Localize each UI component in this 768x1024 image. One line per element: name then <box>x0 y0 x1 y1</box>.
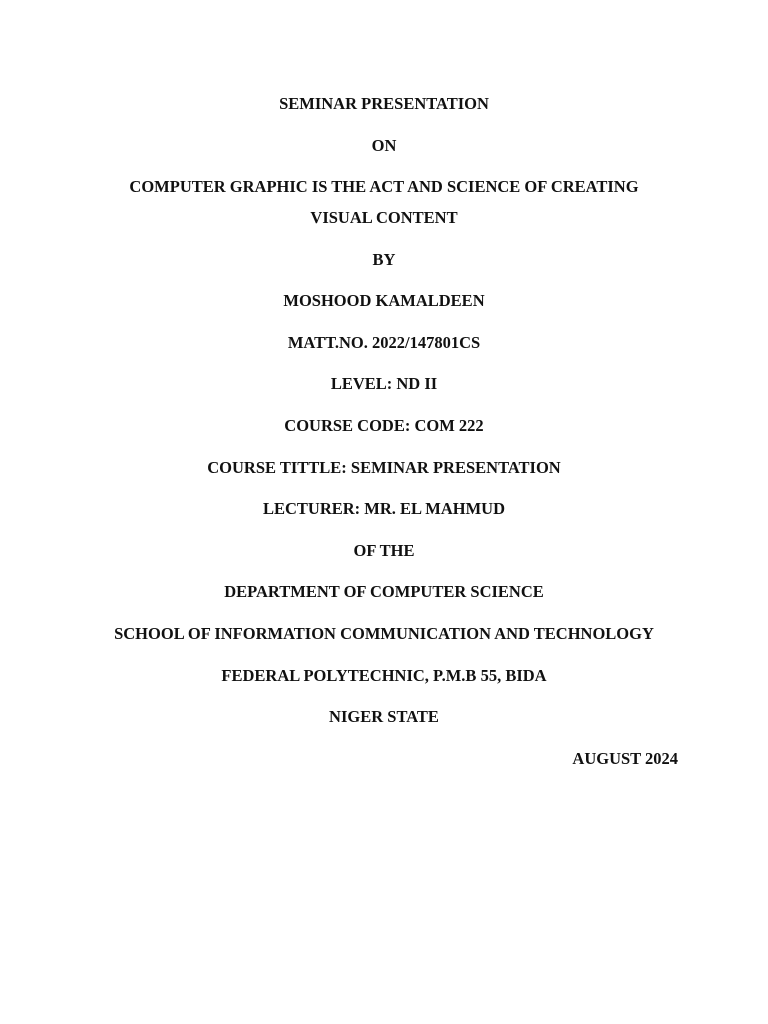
state-name: NIGER STATE <box>329 707 439 726</box>
school-name: SCHOOL OF INFORMATION COMMUNICATION AND TECHNOLOGY <box>114 624 654 643</box>
institution-name: FEDERAL POLYTECHNIC, P.M.B 55, BIDA <box>221 666 547 685</box>
course-title: COURSE TITTLE: SEMINAR PRESENTATION <box>207 458 561 477</box>
matric-number: MATT.NO. 2022/147801CS <box>287 333 481 352</box>
date-text: AUGUST 2024 <box>572 749 678 768</box>
topic-title-line-1: COMPUTER GRAPHIC IS THE ACT AND SCIENCE OF CREATING <box>129 177 639 196</box>
author-name: MOSHOOD KAMALDEEN <box>283 291 485 310</box>
of-the-label: OF THE <box>353 541 415 560</box>
level-text: LEVEL: ND II <box>330 374 438 393</box>
on-label: ON <box>371 136 397 155</box>
lecturer-name: LECTURER: MR. EL MAHMUD <box>263 499 505 518</box>
course-code: COURSE CODE: COM 222 <box>284 416 484 435</box>
topic-title-line-2: VISUAL CONTENT <box>310 208 458 227</box>
by-label: BY <box>372 250 396 269</box>
department-name: DEPARTMENT OF COMPUTER SCIENCE <box>224 582 544 601</box>
seminar-heading: SEMINAR PRESENTATION <box>279 94 489 113</box>
